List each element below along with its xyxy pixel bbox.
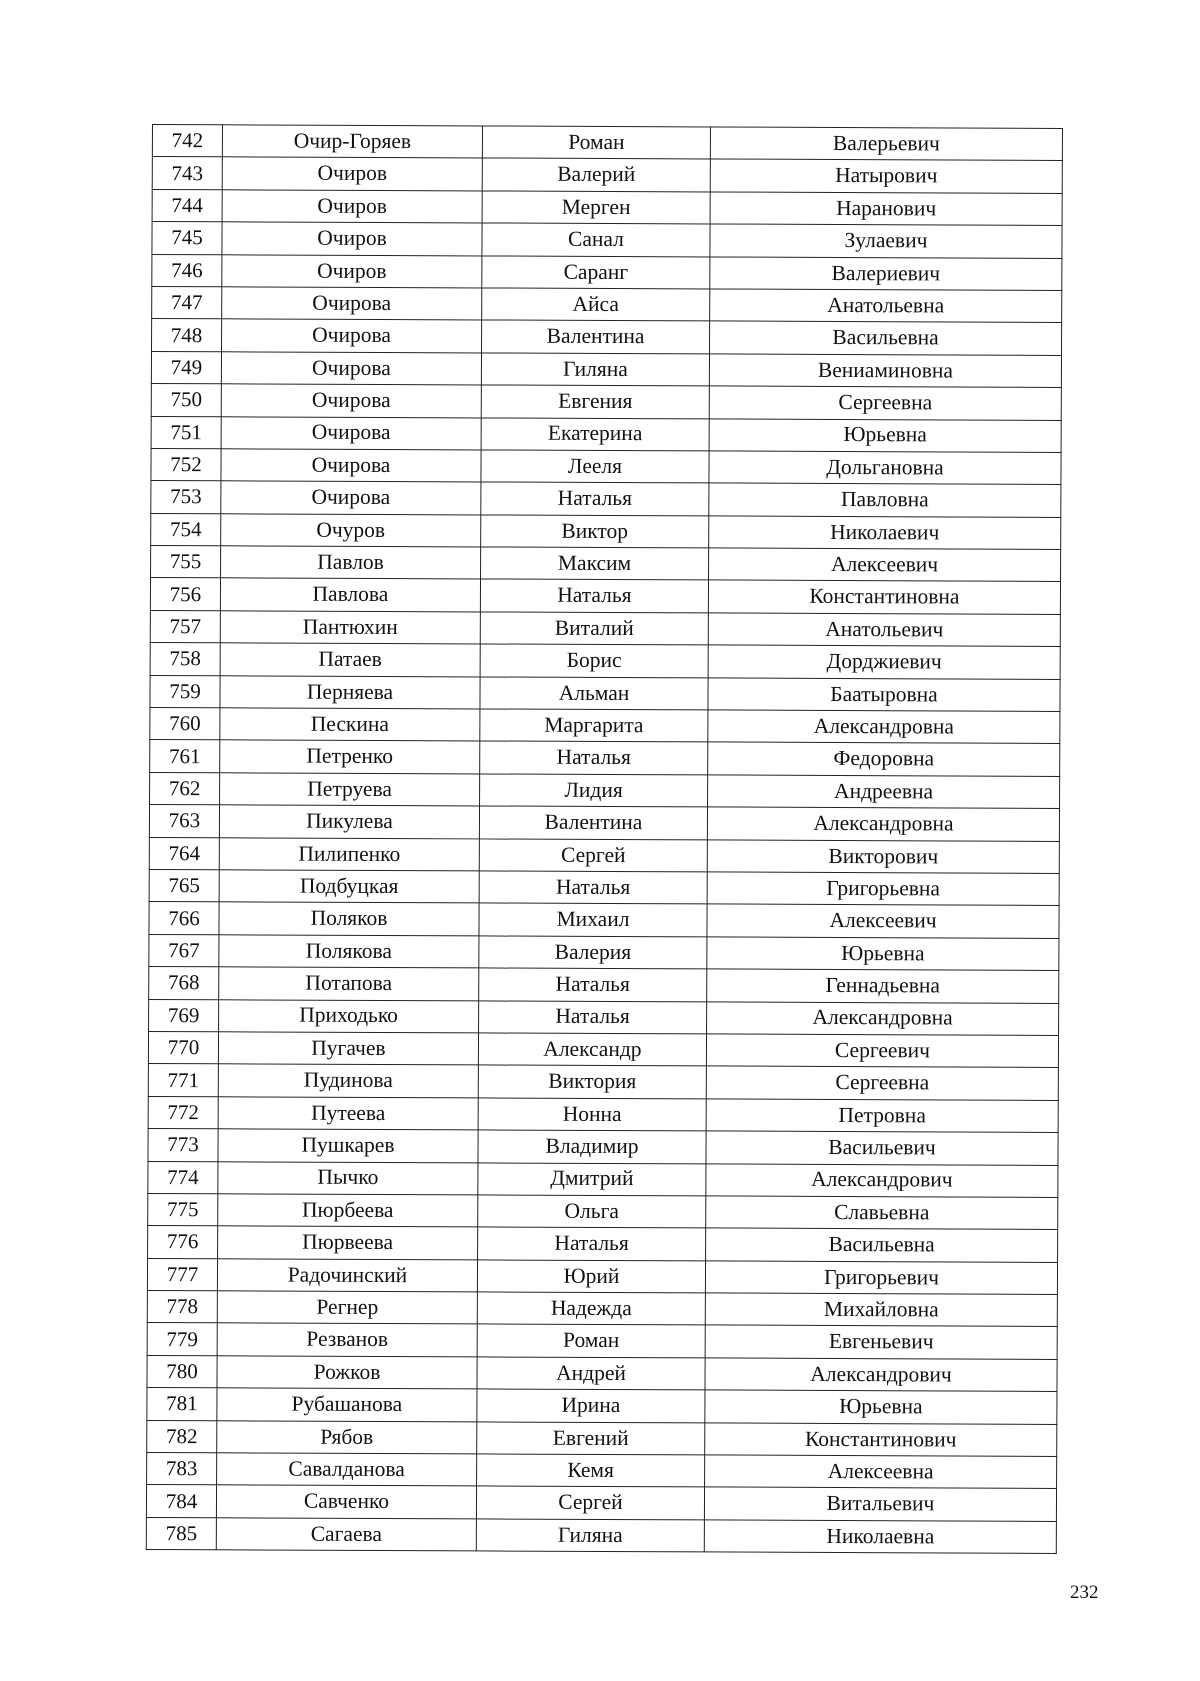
row-number-cell: 768 xyxy=(149,967,219,1000)
table-row xyxy=(148,1064,1058,1100)
row-number-cell: 774 xyxy=(148,1161,218,1194)
row-number-cell: 767 xyxy=(149,934,219,967)
first-name-cell: Валерия xyxy=(479,936,707,969)
patronymic-cell: Юрьевна xyxy=(707,937,1059,971)
first-name-cell: Евгений xyxy=(477,1422,705,1455)
row-number-cell: 759 xyxy=(150,675,220,708)
row-number-cell: 778 xyxy=(147,1291,217,1324)
last-name-cell: Сагаева xyxy=(216,1518,476,1552)
last-name-cell: Очирова xyxy=(221,416,481,450)
last-name-cell: Перняева xyxy=(220,675,480,709)
patronymic-cell: Александровна xyxy=(708,710,1060,744)
last-name-cell: Пюрбеева xyxy=(218,1194,478,1228)
patronymic-cell: Андреевна xyxy=(708,775,1060,809)
row-number-cell: 746 xyxy=(152,254,222,287)
first-name-cell: Наталья xyxy=(480,579,708,612)
table-row xyxy=(152,125,1062,161)
table-row xyxy=(152,286,1062,322)
patronymic-cell: Викторович xyxy=(707,840,1059,874)
row-number-cell: 769 xyxy=(149,999,219,1032)
row-number-cell: 747 xyxy=(152,286,222,319)
patronymic-cell: Юрьевна xyxy=(709,418,1061,452)
last-name-cell: Павлова xyxy=(220,578,480,612)
first-name-cell: Лееля xyxy=(481,450,709,483)
row-number-cell: 761 xyxy=(150,740,220,773)
patronymic-cell: Григорьевич xyxy=(705,1261,1057,1295)
first-name-cell: Мерген xyxy=(482,191,710,224)
table-row xyxy=(150,708,1060,744)
first-name-cell: Андрей xyxy=(477,1357,705,1390)
table-row xyxy=(150,772,1060,808)
patronymic-cell: Алексеевич xyxy=(709,548,1061,582)
last-name-cell: Очиров xyxy=(222,157,482,191)
row-number-cell: 743 xyxy=(152,157,222,190)
patronymic-cell: Алексеевич xyxy=(707,904,1059,938)
table-row xyxy=(148,1193,1058,1229)
row-number-cell: 781 xyxy=(147,1388,217,1421)
patronymic-cell: Константинович xyxy=(705,1423,1057,1457)
row-number-cell: 750 xyxy=(151,384,221,417)
table-row xyxy=(149,869,1059,905)
last-name-cell: Путеева xyxy=(218,1097,478,1131)
last-name-cell: Очиров xyxy=(222,254,482,288)
first-name-cell: Максим xyxy=(481,547,709,580)
table-row xyxy=(147,1388,1057,1424)
first-name-cell: Наталья xyxy=(478,1227,706,1260)
row-number-cell: 754 xyxy=(151,513,221,546)
patronymic-cell: Александрович xyxy=(705,1358,1057,1392)
patronymic-cell: Васильевна xyxy=(710,321,1062,355)
first-name-cell: Гиляна xyxy=(476,1519,704,1552)
patronymic-cell: Витальевич xyxy=(704,1487,1056,1521)
last-name-cell: Очирова xyxy=(221,384,481,418)
last-name-cell: Подбуцкая xyxy=(219,870,479,904)
table-row xyxy=(152,222,1062,258)
row-number-cell: 760 xyxy=(150,708,220,741)
last-name-cell: Очуров xyxy=(221,513,481,547)
last-name-cell: Очир-Горяев xyxy=(222,125,482,159)
patronymic-cell: Павловна xyxy=(709,483,1061,517)
last-name-cell: Савченко xyxy=(216,1485,476,1519)
patronymic-cell: Николаевна xyxy=(704,1520,1056,1554)
row-number-cell: 755 xyxy=(151,546,221,579)
table-row xyxy=(149,837,1059,873)
first-name-cell: Валерий xyxy=(482,158,710,191)
table-row xyxy=(149,805,1059,841)
last-name-cell: Очирова xyxy=(222,287,482,321)
patronymic-cell: Григорьевна xyxy=(707,872,1059,906)
row-number-cell: 779 xyxy=(147,1323,217,1356)
last-name-cell: Пилипенко xyxy=(219,837,479,871)
first-name-cell: Ирина xyxy=(477,1389,705,1422)
table-row xyxy=(151,513,1061,549)
table-row xyxy=(149,934,1059,970)
row-number-cell: 758 xyxy=(150,643,220,676)
row-number-cell: 751 xyxy=(151,416,221,449)
row-number-cell: 783 xyxy=(147,1453,217,1486)
table-row xyxy=(150,675,1060,711)
last-name-cell: Рожков xyxy=(217,1356,477,1390)
last-name-cell: Пычко xyxy=(218,1161,478,1195)
row-number-cell: 765 xyxy=(149,869,219,902)
first-name-cell: Борис xyxy=(480,644,708,677)
first-name-cell: Сергей xyxy=(476,1486,704,1519)
table-row xyxy=(146,1485,1056,1521)
first-name-cell: Виталий xyxy=(480,612,708,645)
patronymic-cell: Васильевна xyxy=(706,1228,1058,1262)
first-name-cell: Роман xyxy=(482,126,710,159)
table-row xyxy=(147,1453,1057,1489)
first-name-cell: Александр xyxy=(478,1033,706,1066)
last-name-cell: Поляков xyxy=(219,902,479,936)
first-name-cell: Наталья xyxy=(479,968,707,1001)
patronymic-cell: Геннадьевна xyxy=(707,969,1059,1003)
table-row xyxy=(152,157,1062,193)
patronymic-cell: Валериевич xyxy=(710,256,1062,290)
table-row xyxy=(148,1129,1058,1165)
table-row xyxy=(151,481,1061,517)
first-name-cell: Михаил xyxy=(479,903,707,936)
first-name-cell: Альман xyxy=(480,677,708,710)
table-row xyxy=(148,1096,1058,1132)
table-row xyxy=(151,384,1061,420)
first-name-cell: Нонна xyxy=(478,1098,706,1131)
patronymic-cell: Наранович xyxy=(710,192,1062,226)
row-number-cell: 764 xyxy=(149,837,219,870)
patronymic-cell: Васильевич xyxy=(706,1131,1058,1165)
names-table-body xyxy=(146,125,1062,1554)
patronymic-cell: Зулаевич xyxy=(710,224,1062,258)
row-number-cell: 776 xyxy=(148,1226,218,1259)
row-number-cell: 773 xyxy=(148,1129,218,1162)
row-number-cell: 775 xyxy=(148,1193,218,1226)
table-row xyxy=(150,643,1060,679)
patronymic-cell: Анатольевич xyxy=(708,613,1060,647)
row-number-cell: 777 xyxy=(147,1258,217,1291)
last-name-cell: Приходько xyxy=(219,999,479,1033)
table-row xyxy=(149,902,1059,938)
last-name-cell: Очирова xyxy=(222,319,482,353)
patronymic-cell: Сергеевна xyxy=(706,1066,1058,1100)
last-name-cell: Пугачев xyxy=(218,1032,478,1066)
row-number-cell: 757 xyxy=(150,610,220,643)
row-number-cell: 749 xyxy=(151,351,221,384)
table-row xyxy=(148,1031,1058,1067)
patronymic-cell: Анатольевна xyxy=(710,289,1062,323)
patronymic-cell: Александровна xyxy=(707,807,1059,841)
first-name-cell: Сергей xyxy=(479,839,707,872)
patronymic-cell: Валерьевич xyxy=(710,127,1062,161)
first-name-cell: Наталья xyxy=(479,871,707,904)
patronymic-cell: Федоровна xyxy=(708,742,1060,776)
patronymic-cell: Александровна xyxy=(707,1001,1059,1035)
patronymic-cell: Славьевна xyxy=(706,1196,1058,1230)
table-row xyxy=(151,546,1061,582)
table-row xyxy=(149,967,1059,1003)
last-name-cell: Регнер xyxy=(217,1291,477,1325)
row-number-cell: 785 xyxy=(146,1517,216,1550)
table-row xyxy=(150,610,1060,646)
last-name-cell: Пудинова xyxy=(218,1064,478,1098)
first-name-cell: Наталья xyxy=(480,741,708,774)
last-name-cell: Петренко xyxy=(220,740,480,774)
patronymic-cell: Натырович xyxy=(710,159,1062,193)
patronymic-cell: Евгеньевич xyxy=(705,1325,1057,1359)
first-name-cell: Екатерина xyxy=(481,417,709,450)
last-name-cell: Пикулева xyxy=(219,805,479,839)
first-name-cell: Саранг xyxy=(482,256,710,289)
first-name-cell: Владимир xyxy=(478,1130,706,1163)
last-name-cell: Потапова xyxy=(219,967,479,1001)
patronymic-cell: Сергеевич xyxy=(706,1034,1058,1068)
table-row xyxy=(147,1291,1057,1327)
table-row xyxy=(148,1161,1058,1197)
last-name-cell: Очирова xyxy=(221,352,481,386)
table-row xyxy=(152,189,1062,225)
table-row xyxy=(151,448,1061,484)
last-name-cell: Петруева xyxy=(220,773,480,807)
patronymic-cell: Баатыровна xyxy=(708,678,1060,712)
table-row xyxy=(152,319,1062,355)
patronymic-cell: Алексеевна xyxy=(705,1455,1057,1489)
first-name-cell: Валентина xyxy=(479,806,707,839)
table-row xyxy=(147,1323,1057,1359)
first-name-cell: Лидия xyxy=(480,774,708,807)
first-name-cell: Роман xyxy=(477,1324,705,1357)
row-number-cell: 782 xyxy=(147,1420,217,1453)
first-name-cell: Гиляна xyxy=(481,353,709,386)
last-name-cell: Рябов xyxy=(217,1420,477,1454)
first-name-cell: Наталья xyxy=(481,482,709,515)
row-number-cell: 756 xyxy=(150,578,220,611)
last-name-cell: Резванов xyxy=(217,1323,477,1357)
last-name-cell: Полякова xyxy=(219,935,479,969)
last-name-cell: Очиров xyxy=(222,190,482,224)
first-name-cell: Валентина xyxy=(482,320,710,353)
first-name-cell: Наталья xyxy=(479,1000,707,1033)
last-name-cell: Очиров xyxy=(222,222,482,256)
patronymic-cell: Дорджиевич xyxy=(708,645,1060,679)
row-number-cell: 762 xyxy=(150,772,220,805)
patronymic-cell: Петровна xyxy=(706,1099,1058,1133)
table-row xyxy=(152,254,1062,290)
row-number-cell: 752 xyxy=(151,448,221,481)
last-name-cell: Пескина xyxy=(220,708,480,742)
first-name-cell: Кемя xyxy=(477,1454,705,1487)
table-row xyxy=(149,999,1059,1035)
patronymic-cell: Михайловна xyxy=(705,1293,1057,1327)
first-name-cell: Ольга xyxy=(478,1195,706,1228)
first-name-cell: Евгения xyxy=(481,385,709,418)
page-number: 232 xyxy=(1070,1582,1099,1603)
row-number-cell: 770 xyxy=(148,1031,218,1064)
patronymic-cell: Вениаминовна xyxy=(709,354,1061,388)
table-row xyxy=(151,351,1061,387)
last-name-cell: Патаев xyxy=(220,643,480,677)
first-name-cell: Виктор xyxy=(481,515,709,548)
table-row xyxy=(147,1355,1057,1391)
row-number-cell: 763 xyxy=(149,805,219,838)
patronymic-cell: Константиновна xyxy=(708,580,1060,614)
patronymic-cell: Дольгановна xyxy=(709,451,1061,485)
patronymic-cell: Александрович xyxy=(706,1163,1058,1197)
first-name-cell: Юрий xyxy=(477,1260,705,1293)
table-row xyxy=(147,1258,1057,1294)
last-name-cell: Радочинский xyxy=(217,1258,477,1292)
first-name-cell: Санал xyxy=(482,223,710,256)
last-name-cell: Павлов xyxy=(221,546,481,580)
row-number-cell: 742 xyxy=(152,125,222,158)
last-name-cell: Пюрвеева xyxy=(218,1226,478,1260)
patronymic-cell: Юрьевна xyxy=(705,1390,1057,1424)
row-number-cell: 753 xyxy=(151,481,221,514)
names-table xyxy=(146,124,1063,1554)
last-name-cell: Очирова xyxy=(221,481,481,515)
row-number-cell: 771 xyxy=(148,1064,218,1097)
first-name-cell: Надежда xyxy=(477,1292,705,1325)
table-row xyxy=(150,578,1060,614)
patronymic-cell: Сергеевна xyxy=(709,386,1061,420)
table-row xyxy=(150,740,1060,776)
row-number-cell: 748 xyxy=(152,319,222,352)
table-row xyxy=(148,1226,1058,1262)
table-row xyxy=(147,1420,1057,1456)
first-name-cell: Маргарита xyxy=(480,709,708,742)
table-row xyxy=(151,416,1061,452)
row-number-cell: 772 xyxy=(148,1096,218,1129)
row-number-cell: 766 xyxy=(149,902,219,935)
last-name-cell: Рубашанова xyxy=(217,1388,477,1422)
last-name-cell: Очирова xyxy=(221,449,481,483)
last-name-cell: Пантюхин xyxy=(220,611,480,645)
first-name-cell: Виктория xyxy=(478,1065,706,1098)
row-number-cell: 745 xyxy=(152,222,222,255)
first-name-cell: Дмитрий xyxy=(478,1162,706,1195)
row-number-cell: 784 xyxy=(146,1485,216,1518)
patronymic-cell: Николаевич xyxy=(709,516,1061,550)
last-name-cell: Савалданова xyxy=(217,1453,477,1487)
row-number-cell: 744 xyxy=(152,189,222,222)
first-name-cell: Айса xyxy=(482,288,710,321)
row-number-cell: 780 xyxy=(147,1355,217,1388)
table-row xyxy=(146,1517,1056,1553)
last-name-cell: Пушкарев xyxy=(218,1129,478,1163)
